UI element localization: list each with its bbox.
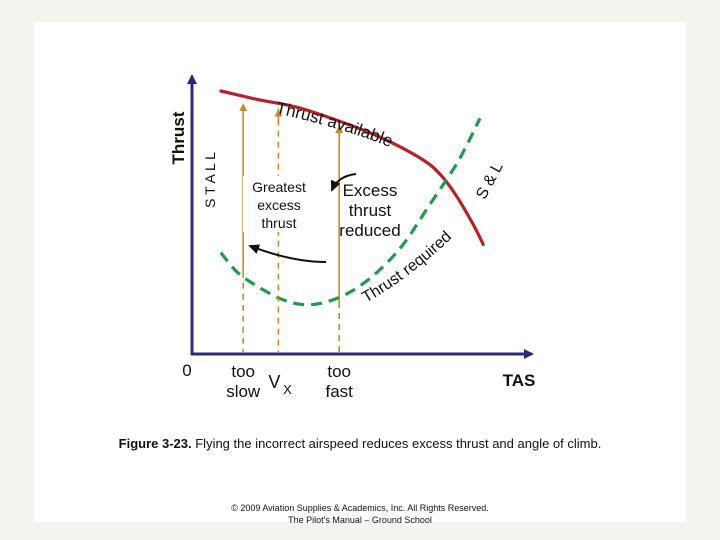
book-title-line: The Pilot's Manual – Ground School bbox=[288, 515, 432, 525]
excess-reduced-line-1: Excess bbox=[342, 181, 398, 200]
thrust-available-label: Thrust available bbox=[274, 98, 396, 151]
thrust-required-label: Thrust required bbox=[359, 228, 456, 307]
straight-level-label: S & L bbox=[473, 159, 507, 203]
figure-caption-text: Flying the incorrect airspeed reduces excess thrust and angle of climb. bbox=[191, 436, 602, 451]
x-axis-label: TAS bbox=[502, 371, 536, 390]
tick-label-too-fast-line-1: too bbox=[327, 362, 352, 381]
tick-label-vx: V bbox=[268, 372, 281, 392]
tick-label-too-fast-line-2: fast bbox=[325, 382, 353, 401]
origin-label: 0 bbox=[182, 361, 192, 380]
tick-label-too-slow-line-2: slow bbox=[226, 382, 261, 401]
tick-label-vx-subscript: X bbox=[283, 382, 292, 397]
greatest-excess-line-1: Greatest bbox=[252, 179, 306, 195]
copyright-line: © 2009 Aviation Supplies & Academics, Inc. All Rights Reserved. bbox=[231, 503, 489, 513]
stall-label: S T A L L bbox=[202, 152, 218, 208]
figure-caption-label: Figure 3-23. bbox=[118, 436, 192, 451]
speed-markers bbox=[226, 105, 353, 401]
tick-label-too-slow-line-1: too bbox=[231, 362, 256, 381]
excess-thrust-reduced-label bbox=[339, 181, 400, 240]
excess-thrust-arrow bbox=[250, 246, 326, 262]
excess-reduced-line-2: thrust bbox=[348, 201, 392, 220]
greatest-excess-line-2: excess bbox=[257, 197, 301, 213]
excess-reduced-line-3: reduced bbox=[339, 221, 401, 240]
y-axis-label: Thrust bbox=[169, 111, 188, 165]
figure-caption bbox=[0, 436, 720, 451]
greatest-excess-thrust-label bbox=[243, 176, 315, 232]
greatest-excess-line-3: thrust bbox=[261, 215, 297, 231]
